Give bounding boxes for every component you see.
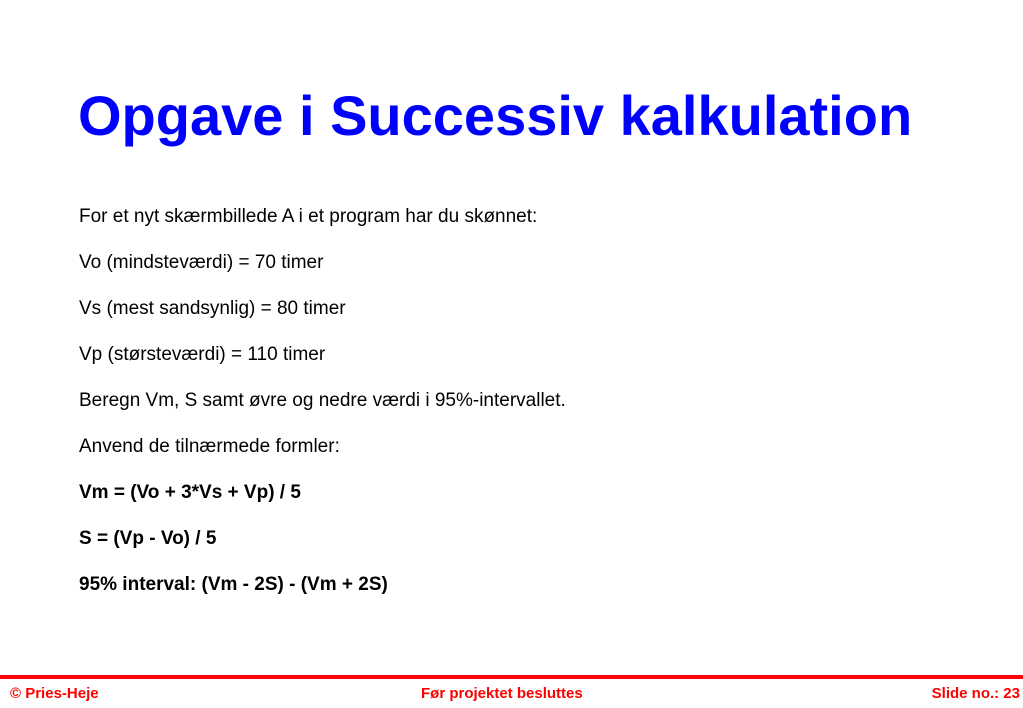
body-line-vp: Vp (størsteværdi) = 110 timer xyxy=(79,344,326,365)
slide-title: Opgave i Successiv kalkulation xyxy=(78,84,913,147)
body-line-intro: For et nyt skærmbillede A i et program har du skønnet: xyxy=(79,206,538,227)
footer-section-title: Før projektet besluttes xyxy=(421,685,583,702)
footer-divider xyxy=(0,675,1023,679)
body-line-task: Beregn Vm, S samt øvre og nedre værdi i 95%-intervallet. xyxy=(79,390,566,411)
body-line-vo: Vo (mindsteværdi) = 70 timer xyxy=(79,252,324,273)
formula-vm: Vm = (Vo + 3*Vs + Vp) / 5 xyxy=(79,482,301,503)
body-line-vs: Vs (mest sandsynlig) = 80 timer xyxy=(79,298,346,319)
body-line-formulas-intro: Anvend de tilnærmede formler: xyxy=(79,436,340,457)
formula-s: S = (Vp - Vo) / 5 xyxy=(79,528,217,549)
footer-slide-number: Slide no.: 23 xyxy=(931,685,1020,702)
footer-copyright: © Pries-Heje xyxy=(10,685,99,702)
formula-interval: 95% interval: (Vm - 2S) - (Vm + 2S) xyxy=(79,574,388,595)
slide-body xyxy=(79,205,566,619)
